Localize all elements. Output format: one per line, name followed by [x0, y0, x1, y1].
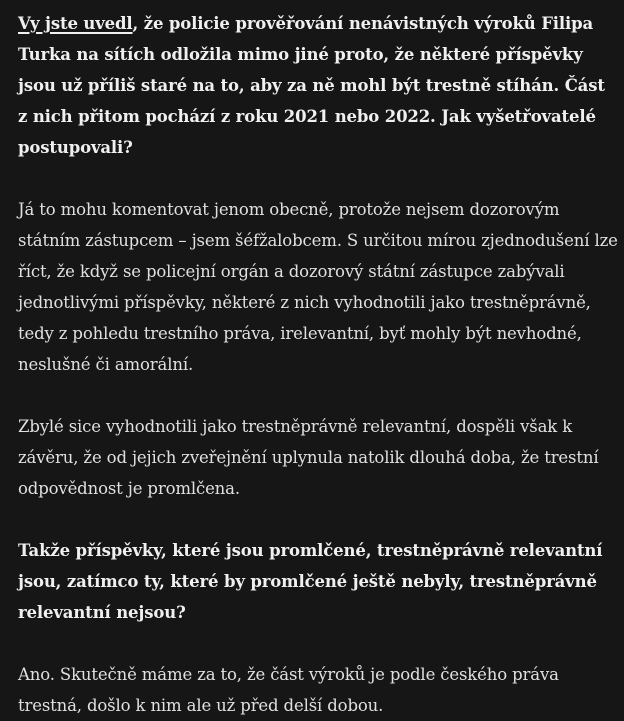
question-paragraph-2: Takže příspěvky, které jsou promlčené, trestněprávně relevantní jsou, zatímco ty, které by promlčené ještě nebyly, trestněprávně relevantní nejsou? — [18, 541, 603, 622]
inline-link[interactable]: Vy jste uvedl — [18, 14, 133, 33]
question-paragraph-1 — [18, 8, 618, 163]
article-body — [18, 8, 618, 721]
answer-paragraph-2: Zbylé sice vyhodnotili jako trestněprávně relevantní, dospěli však k závěru, že od jejich zveřejnění uplynula natolik dlouhá doba, že trestní odpovědnost je promlčena. — [18, 417, 599, 498]
question-text-1: , že policie prověřování nenávistných výroků Filipa Turka na sítích odložila mimo jiné proto, že některé příspěvky jsou už příliš staré na to, aby za ně mohl být trestně stíhán. Část z nich přitom pochází z roku 2021 nebo 2022. Jak vyšetřovatelé postupovali? — [18, 14, 605, 157]
answer-paragraph-1: Já to mohu komentovat jenom obecně, protože nejsem dozorovým státním zástupcem – jsem šéfžalobcem. S určitou mírou zjednodušení lze říct, že když se policejní orgán a dozorový státní zástupce zabývali jednotlivými příspěvky, některé z nich vyhodnotili jako trestněprávně, tedy z pohledu trestního práva, irelevantní, byť mohly být nevhodné, neslušné či amorální. — [18, 200, 618, 374]
answer-paragraph-3: Ano. Skutečně máme za to, že část výroků je podle českého práva trestná, došlo k nim ale už před delší dobou. — [18, 665, 559, 715]
